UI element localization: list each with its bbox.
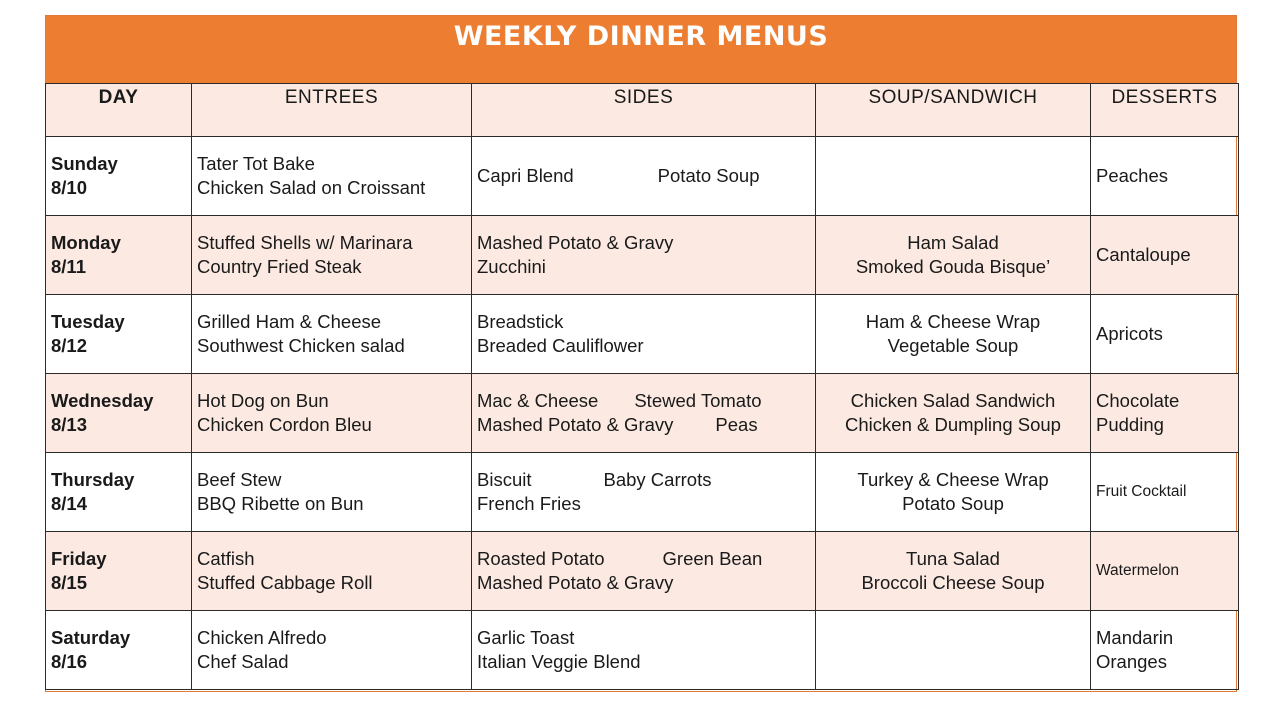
sides-cell [472,137,816,216]
menu-table [45,83,1239,690]
day-name: Wednesday [51,390,154,411]
sides-line [477,626,810,650]
table-row [46,374,1239,453]
day-name: Saturday [51,627,131,648]
soup-item: Vegetable Soup [887,335,1019,356]
day-cell [46,453,192,532]
menu-sheet [45,15,1237,692]
soup-sandwich-cell [816,532,1091,611]
side-item: Roasted Potato [477,548,605,569]
side-item: Garlic Toast [477,627,575,648]
entree-item: Chicken Alfredo [197,627,327,648]
soup-sandwich-cell [816,216,1091,295]
sides-cell [472,532,816,611]
side-item: French Fries [477,493,581,514]
desserts-cell [1091,453,1239,532]
soup-item: Ham & Cheese Wrap [865,311,1041,332]
header-day: DAY [46,84,192,137]
dessert-item: Watermelon [1096,562,1179,579]
sides-cell [472,216,816,295]
soup-item: Tuna Salad [906,548,1000,569]
header-soup-sandwich: SOUP/SANDWICH [816,84,1091,137]
sides-cell [472,295,816,374]
day-name: Thursday [51,469,135,490]
side-item: Mashed Potato & Gravy [477,232,674,253]
side-item: Green Bean [662,548,763,569]
sides-line [477,164,810,188]
entree-item: Chicken Cordon Bleu [197,414,372,435]
table-row [46,295,1239,374]
soup-sandwich-cell [816,137,1091,216]
table-row [46,453,1239,532]
header-desserts: DESSERTS [1091,84,1239,137]
soup-item: Chicken & Dumpling Soup [845,414,1061,435]
dessert-item: Peaches [1096,165,1168,186]
table-row [46,137,1239,216]
day-cell [46,532,192,611]
entree-item: Hot Dog on Bun [197,390,329,411]
sides-line [477,571,810,595]
sides-line [477,334,810,358]
entree-item: Stuffed Shells w/ Marinara [197,232,413,253]
soup-sandwich-cell [816,374,1091,453]
sides-line [477,650,810,674]
day-name: Sunday [51,153,118,174]
side-item: Baby Carrots [603,469,712,490]
entrees-cell [192,295,472,374]
entree-item: BBQ Ribette on Bun [197,493,364,514]
soup-sandwich-cell [816,453,1091,532]
sides-cell [472,453,816,532]
entree-item: Catfish [197,548,255,569]
dessert-item: Mandarin [1096,627,1174,648]
side-item: Zucchini [477,256,546,277]
sides-line [477,413,810,437]
side-item: Mashed Potato & Gravy [477,572,674,593]
day-cell [46,216,192,295]
day-cell [46,137,192,216]
sides-cell [472,611,816,690]
desserts-cell [1091,611,1239,690]
soup-item: Broccoli Cheese Soup [861,572,1045,593]
desserts-cell [1091,216,1239,295]
day-cell [46,374,192,453]
sides-line [477,255,810,279]
day-date: 8/15 [51,572,88,593]
side-item: Biscuit [477,469,532,490]
entree-item: Beef Stew [197,469,282,490]
sides-cell [472,374,816,453]
dessert-item: Cantaloupe [1096,244,1191,265]
sides-line [477,231,810,255]
table-row [46,216,1239,295]
dessert-item: Apricots [1096,323,1163,344]
side-item: Breaded Cauliflower [477,335,644,356]
dessert-item: Pudding [1096,414,1164,435]
day-date: 8/10 [51,177,88,198]
soup-sandwich-cell [816,295,1091,374]
table-row [46,611,1239,690]
entree-item: Chef Salad [197,651,289,672]
soup-item: Smoked Gouda Bisque’ [855,256,1051,277]
entrees-cell [192,137,472,216]
side-item: Potato Soup [657,165,760,186]
sides-line [477,492,810,516]
day-date: 8/11 [51,256,86,277]
side-item: Mashed Potato & Gravy [477,414,674,435]
soup-sandwich-cell [816,611,1091,690]
entrees-cell [192,532,472,611]
header-row [46,84,1239,137]
day-name: Friday [51,548,107,569]
soup-item: Ham Salad [907,232,999,253]
page-title: WEEKLY DINNER MENUS [46,16,1236,83]
day-date: 8/13 [51,414,88,435]
side-item: Stewed Tomato [634,390,762,411]
day-date: 8/12 [51,335,88,356]
side-item: Breadstick [477,311,564,332]
dessert-item: Fruit Cocktail [1096,483,1187,500]
side-item: Italian Veggie Blend [477,651,641,672]
desserts-cell [1091,295,1239,374]
header-sides: SIDES [472,84,816,137]
day-cell [46,295,192,374]
header-entrees: ENTREES [192,84,472,137]
entree-item: Tater Tot Bake [197,153,315,174]
desserts-cell [1091,532,1239,611]
day-cell [46,611,192,690]
entree-item: Stuffed Cabbage Roll [197,572,373,593]
day-date: 8/16 [51,651,88,672]
entree-item: Chicken Salad on Croissant [197,177,426,198]
desserts-cell [1091,137,1239,216]
sides-line [477,468,810,492]
soup-item: Potato Soup [902,493,1004,514]
entrees-cell [192,453,472,532]
side-item: Mac & Cheese [477,390,599,411]
entrees-cell [192,216,472,295]
entree-item: Grilled Ham & Cheese [197,311,382,332]
table-row [46,532,1239,611]
dessert-item: Oranges [1096,651,1167,672]
entree-item: Southwest Chicken salad [197,335,405,356]
entrees-cell [192,611,472,690]
desserts-cell [1091,374,1239,453]
dessert-item: Chocolate [1096,390,1180,411]
side-item: Peas [715,414,758,435]
side-item: Capri Blend [477,165,574,186]
sides-line [477,310,810,334]
day-name: Tuesday [51,311,125,332]
soup-item: Chicken Salad Sandwich [850,390,1056,411]
sides-line [477,547,810,571]
entrees-cell [192,374,472,453]
day-date: 8/14 [51,493,88,514]
entree-item: Country Fried Steak [197,256,362,277]
day-name: Monday [51,232,121,253]
soup-item: Turkey & Cheese Wrap [857,469,1049,490]
sides-line [477,389,810,413]
